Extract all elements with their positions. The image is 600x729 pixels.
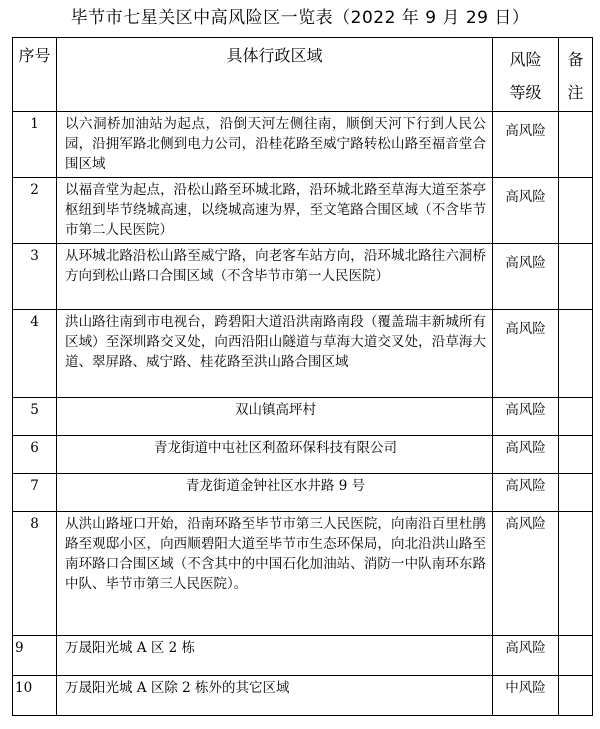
page-title: 毕节市七星关区中高风险区一览表（2022 年 9 月 29 日） (70, 8, 530, 28)
header-seq: 序号 (13, 38, 57, 112)
row-note (559, 474, 593, 512)
header-area: 具体行政区域 (57, 38, 493, 112)
table-row (13, 436, 593, 474)
row-area: 洪山路往南到市电视台，跨碧阳大道沿洪南路南段（覆盖瑞丰新城所有区域）至深圳路交叉处，向西沿阳山隧道与草海大道交叉处，沿草海大道、翠屏路、威宁路、桂花路至洪山路合围区域 (57, 310, 493, 398)
row-level: 高风险 (493, 436, 559, 474)
row-seq: 3 (13, 244, 57, 310)
row-area: 青龙街道金钟社区水井路 9 号 (57, 474, 493, 512)
row-note (559, 398, 593, 436)
row-level: 高风险 (493, 112, 559, 178)
row-note (559, 310, 593, 398)
header-note: 备注 (559, 38, 593, 112)
row-area: 双山镇高坪村 (57, 398, 493, 436)
row-seq: 1 (13, 112, 57, 178)
table-header-row (13, 38, 593, 112)
row-note (559, 676, 593, 716)
table-row (13, 636, 593, 676)
row-note (559, 244, 593, 310)
row-seq: 10 (13, 676, 57, 716)
row-seq: 2 (13, 178, 57, 244)
row-level: 高风险 (493, 398, 559, 436)
header-level: 风险等级 (493, 38, 559, 112)
row-area: 青龙街道中屯社区利盈环保科技有限公司 (57, 436, 493, 474)
row-level: 高风险 (493, 310, 559, 398)
row-note (559, 436, 593, 474)
row-area: 从洪山路垭口开始，沿南环路至毕节市第三人民医院，向南沿百里杜鹃路至观邸小区，向西顺碧阳大道至毕节市生态环保局，向北沿洪山路至南环路口合围区域（不含其中的中国石化加油站、消防一中队南环东路中队、毕节市第三人民医院）。 (57, 512, 493, 636)
row-area: 以六洞桥加油站为起点，沿倒天河左侧往南，顺倒天河下行到人民公园，沿拥军路北侧到电力公司，沿桂花路至威宁路转松山路至福音堂合围区域 (57, 112, 493, 178)
row-level: 中风险 (493, 676, 559, 716)
row-area: 从环城北路沿松山路至威宁路，向老客车站方向，沿环城北路往六洞桥方向到松山路口合围区域（不含毕节市第一人民医院） (57, 244, 493, 310)
table-row (13, 112, 593, 178)
table-row (13, 512, 593, 636)
risk-area-table (12, 37, 593, 716)
row-level: 高风险 (493, 474, 559, 512)
table-row (13, 244, 593, 310)
row-seq: 7 (13, 474, 57, 512)
table-row (13, 178, 593, 244)
row-note (559, 636, 593, 676)
table-row (13, 310, 593, 398)
row-area: 万晟阳光城 A 区 2 栋 (57, 636, 493, 676)
table-row (13, 676, 593, 716)
row-level: 高风险 (493, 244, 559, 310)
row-area: 万晟阳光城 A 区除 2 栋外的其它区域 (57, 676, 493, 716)
row-seq: 6 (13, 436, 57, 474)
row-seq: 8 (13, 512, 57, 636)
row-seq: 5 (13, 398, 57, 436)
row-note (559, 112, 593, 178)
row-level: 高风险 (493, 636, 559, 676)
row-level: 高风险 (493, 512, 559, 636)
table-row (13, 474, 593, 512)
row-area: 以福音堂为起点，沿松山路至环城北路，沿环城北路至草海大道至茶亭枢纽到毕节绕城高速，以绕城高速为界，至文笔路合围区域（不含毕节市第二人民医院） (57, 178, 493, 244)
table-row (13, 398, 593, 436)
row-seq: 9 (13, 636, 57, 676)
row-note (559, 178, 593, 244)
row-seq: 4 (13, 310, 57, 398)
row-level: 高风险 (493, 178, 559, 244)
row-note (559, 512, 593, 636)
